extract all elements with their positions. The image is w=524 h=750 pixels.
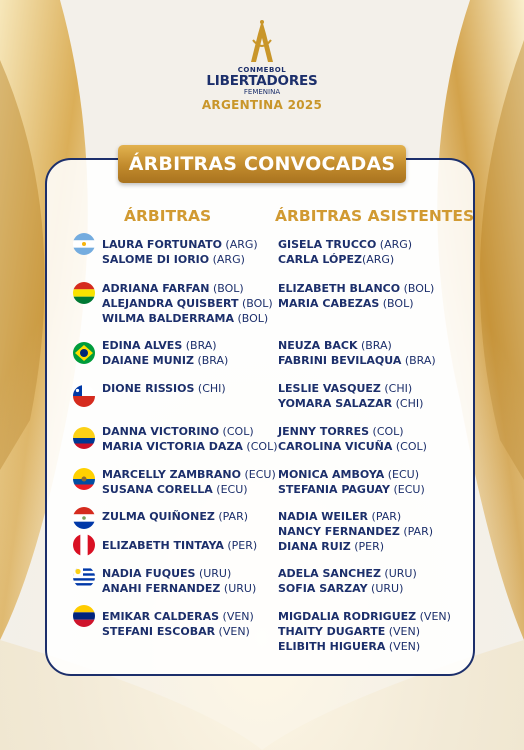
assistant-name-row: CAROLINA VICUÑA (COL) [278, 440, 427, 453]
assistant-name-row: MIGDALIA RODRIGUEZ (VEN) [278, 610, 451, 623]
referee-name-row: ALEJANDRA QUISBERT (BOL) [102, 297, 273, 310]
assistant-name-row: STEFANIA PAGUAY (ECU) [278, 483, 425, 496]
referees-par [102, 509, 248, 524]
brand-sub: FEMENINA [243, 88, 281, 96]
argentina-flag-icon [73, 233, 95, 255]
assistants-uru [278, 566, 417, 596]
referee-name-row: DANNA VICTORINO (COL) [102, 425, 254, 438]
referees-chi [102, 381, 226, 396]
assistant-name-row: DIANA RUIZ (PER) [278, 540, 385, 553]
referees-column-header: ÁRBITRAS [124, 207, 212, 225]
referee-name-row: ADRIANA FARFAN (BOL) [102, 282, 244, 295]
assistant-name-row: ELIBITH HIGUERA (VEN) [278, 640, 421, 653]
referees-per [102, 538, 257, 553]
brand-small: CONMEBOL [237, 66, 287, 74]
referee-name-row: STEFANI ESCOBAR (VEN) [102, 625, 250, 638]
referee-name-row: EDINA ALVES (BRA) [102, 339, 217, 352]
assistant-name-row: NANCY FERNANDEZ (PAR) [278, 525, 434, 538]
assistant-name-row: FABRINI BEVILAQUA (BRA) [278, 354, 436, 367]
assistants-column-header: ÁRBITRAS ASISTENTES [275, 207, 475, 225]
referees-col [102, 424, 277, 454]
assistants-ven [278, 609, 451, 654]
referee-name-row: ELIZABETH TINTAYA (PER) [102, 539, 258, 552]
peru-flag-icon [73, 534, 95, 556]
brand-main: LIBERTADORES [206, 73, 318, 89]
referee-name-row: SALOME DI IORIO (ARG) [102, 253, 245, 266]
referee-name-row: MARIA VICTORIA DAZA (COL) [102, 440, 278, 453]
paraguay-flag-icon [73, 507, 95, 529]
referee-name-row: MARCELLY ZAMBRANO (ECU) [102, 468, 276, 481]
assistant-name-row: NADIA WEILER (PAR) [278, 510, 402, 523]
assistant-name-row: JENNY TORRES (COL) [278, 425, 404, 438]
referee-name-row: SUSANA CORELLA (ECU) [102, 483, 248, 496]
uruguay-flag-icon [73, 566, 95, 588]
referees-uru [102, 566, 256, 596]
chile-flag-icon [73, 385, 95, 407]
referees-arg [102, 237, 258, 267]
ecuador-flag-icon [73, 468, 95, 490]
referee-name-row: ANAHI FERNANDEZ (URU) [102, 582, 257, 595]
assistant-name-row: MARIA CABEZAS (BOL) [278, 297, 414, 310]
trophy-icon [247, 18, 277, 66]
assistant-name-row: ELIZABETH BLANCO (BOL) [278, 282, 435, 295]
page-title: ÁRBITRAS CONVOCADAS [118, 145, 406, 183]
referees-bol [102, 281, 273, 326]
referee-name-row: ZULMA QUIÑONEZ (PAR) [102, 510, 249, 523]
bolivia-flag-icon [73, 282, 95, 304]
assistant-name-row: ADELA SANCHEZ (URU) [278, 567, 417, 580]
assistants-arg [278, 237, 412, 267]
brazil-flag-icon [73, 342, 95, 364]
referee-name-row: EMIKAR CALDERAS (VEN) [102, 610, 254, 623]
assistants-bra [278, 338, 436, 368]
assistants-col [278, 424, 427, 454]
assistants-chi [278, 381, 423, 411]
assistants-bol [278, 281, 434, 311]
assistant-name-row: CARLA LÓPEZ(ARG) [278, 253, 395, 266]
tournament-logo [0, 18, 524, 112]
assistant-name-row: THAITY DUGARTE (VEN) [278, 625, 421, 638]
roster-panel [45, 158, 475, 676]
assistant-name-row: LESLIE VASQUEZ (CHI) [278, 382, 413, 395]
assistant-name-row: YOMARA SALAZAR (CHI) [278, 397, 424, 410]
assistants-par [278, 509, 433, 554]
referees-ven [102, 609, 254, 639]
colombia-flag-icon [73, 427, 95, 449]
referee-name-row: LAURA FORTUNATO (ARG) [102, 238, 258, 251]
referees-ecu [102, 467, 276, 497]
referee-name-row: WILMA BALDERRAMA (BOL) [102, 312, 269, 325]
referees-bra [102, 338, 228, 368]
assistant-name-row: MONICA AMBOYA (ECU) [278, 468, 420, 481]
assistants-ecu [278, 467, 425, 497]
assistant-name-row: NEUZA BACK (BRA) [278, 339, 392, 352]
referee-name-row: DIONE RISSIOS (CHI) [102, 382, 226, 395]
referee-name-row: NADIA FUQUES (URU) [102, 567, 232, 580]
edition-label: ARGENTINA 2025 [201, 98, 323, 112]
referee-name-row: DAIANE MUNIZ (BRA) [102, 354, 229, 367]
assistant-name-row: GISELA TRUCCO (ARG) [278, 238, 413, 251]
venezuela-flag-icon [73, 605, 95, 627]
assistant-name-row: SOFIA SARZAY (URU) [278, 582, 404, 595]
